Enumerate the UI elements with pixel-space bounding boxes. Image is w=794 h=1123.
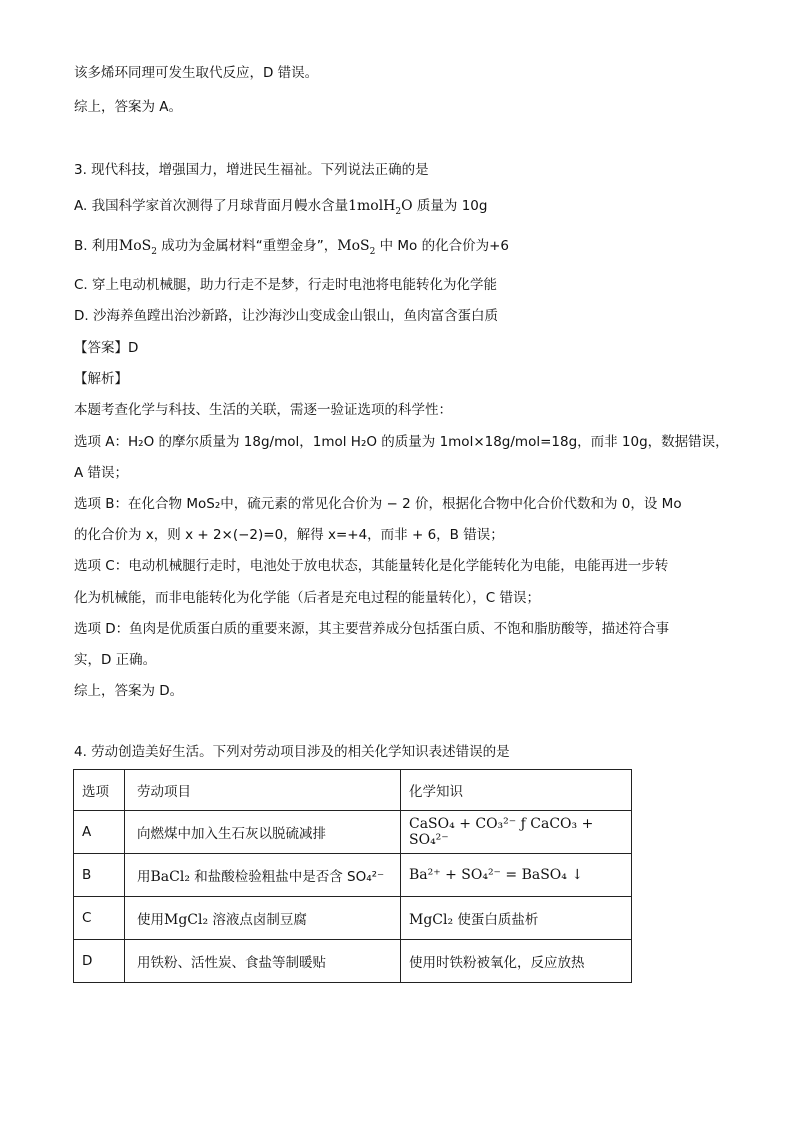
option-a-text: A. 我国科学家首次测得了月球背面月幔水含量 [74,198,349,214]
q3-option-a [74,196,487,222]
formula-h2o: 1molH$_2$O [348,198,413,217]
q3-option-c: C. 穿上电动机械腿，助力行走不是梦，行走时电池将电能转化为化学能 [74,277,498,293]
row-knowledge: 使用时铁粉被氧化，反应放热 [401,940,632,983]
row-option: C [74,897,125,940]
q4-table [73,769,632,983]
analysis-label: 【解析】 [74,371,128,387]
pre-line-1: 该多烯环同理可发生取代反应，D 错误。 [74,65,319,81]
analysis-line-1: 选项 A：H₂O 的摩尔质量为 18g/mol，1mol H₂O 的质量为 1mol×18g/mol=18g，而非 10g，数据错误， [74,434,729,450]
option-b-tail: 中 Mo 的化合价为+6 [375,238,510,254]
row-item: 向燃煤中加入生石灰以脱硫减排 [125,811,401,854]
analysis-line-0: 本题考查化学与科技、生活的关联，需逐一验证选项的科学性： [74,402,452,418]
header-item: 劳动项目 [125,770,401,811]
q3-option-d: D. 沙海养鱼蹚出治沙新路，让沙海沙山变成金山银山，鱼肉富含蛋白质 [74,308,498,324]
row-option: B [74,854,125,897]
table-header-row [74,770,632,811]
analysis-line-5: 选项 C：电动机械腿行走时，电池处于放电状态，其能量转化是化学能转化为电能，电能再进一步转 [74,558,669,574]
option-b-text: B. 利用 [74,238,119,254]
analysis-line-9: 综上，答案为 D。 [74,683,184,699]
option-a-tail: 质量为 10g [412,198,488,214]
answer-label: 【答案】D [74,340,139,356]
analysis-line-4: 的化合价为 x，则 x + 2×(−2)=0，解得 x=+4，而非 + 6，B 错误； [74,527,504,543]
row-option: D [74,940,125,983]
formula-mos2: MoS$_2$ [118,238,157,257]
table-row [74,854,632,897]
analysis-line-2: A 错误； [74,465,129,481]
analysis-line-3: 选项 B：在化合物 MoS₂中，硫元素的常见化合价为 − 2 价，根据化合物中化合价代数和为 0，设 Mo [74,496,682,512]
row-knowledge: Ba²⁺ + SO₄²⁻ = BaSO₄ ↓ [401,854,632,897]
pre-line-2: 综上，答案为 A。 [74,99,183,115]
row-item: 用BaCl₂ 和盐酸检验粗盐中是否含 SO₄²⁻ [125,854,401,897]
row-item: 使用MgCl₂ 溶液点卤制豆腐 [125,897,401,940]
row-knowledge: MgCl₂ 使蛋白质盐析 [401,897,632,940]
option-b-mid: 成功为金属材料“重塑金身”， [156,238,338,254]
row-option: A [74,811,125,854]
table-row [74,897,632,940]
q3-option-b [74,236,509,262]
q4-stem: 4. 劳动创造美好生活。下列对劳动项目涉及的相关化学知识表述错误的是 [74,744,510,760]
table-row [74,811,632,854]
analysis-line-6: 化为机械能，而非电能转化为化学能（后者是充电过程的能量转化），C 错误； [74,590,540,606]
table-row [74,940,632,983]
analysis-line-8: 实，D 正确。 [74,652,157,668]
header-knowledge: 化学知识 [401,770,632,811]
analysis-line-7: 选项 D：鱼肉是优质蛋白质的重要来源，其主要营养成分包括蛋白质、不饱和脂肪酸等，描述符合事 [74,621,670,637]
q3-stem: 3. 现代科技，增强国力，增进民生福祉。下列说法正确的是 [74,162,429,178]
row-item: 用铁粉、活性炭、食盐等制暖贴 [125,940,401,983]
formula-mos2-2: MoS$_2$ [337,238,376,257]
row-knowledge: CaSO₄ + CO₃²⁻ ƒ CaCO₃ + SO₄²⁻ [401,811,632,854]
header-option: 选项 [74,770,125,811]
